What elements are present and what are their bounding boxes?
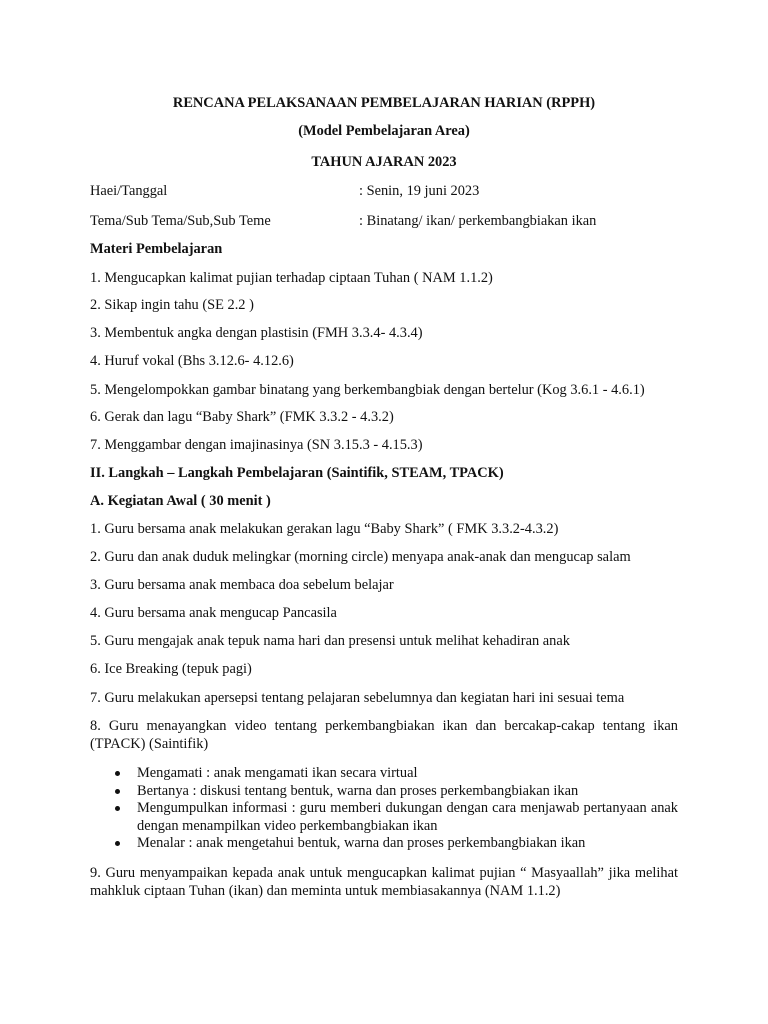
list-item (90, 783, 678, 801)
materi-item: 4. Huruf vokal (Bhs 3.12.6- 4.12.6) (90, 353, 294, 369)
materi-item: 5. Mengelompokkan gambar binatang yang berkembangbiak dengan bertelur (Kog 3.6.1 - 4.6.1) (90, 382, 645, 398)
materi-item: 6. Gerak dan lagu “Baby Shark” (FMK 3.3.2 - 4.3.2) (90, 409, 394, 425)
langkah-item-8: 8. Guru menayangkan video tentang perkembangbiakan ikan dan bercakap-cakap tentang ikan (TPACK) (Saintifik) (90, 718, 678, 752)
materi-item: 1. Mengucapkan kalimat pujian terhadap ciptaan Tuhan ( NAM 1.1.2) (90, 270, 493, 286)
bullet-icon (115, 806, 120, 811)
bullet-icon (115, 771, 120, 776)
document-year: TAHUN AJARAN 2023 (311, 154, 457, 170)
bullet-text: Bertanya : diskusi tentang bentuk, warna dan proses perkembangbiakan ikan (137, 782, 579, 799)
langkah-item: 3. Guru bersama anak membaca doa sebelum belajar (90, 577, 394, 593)
materi-item: 3. Membentuk angka dengan plastisin (FMH 3.3.4- 4.3.4) (90, 325, 423, 341)
saintifik-bullet-list (90, 765, 678, 853)
document-subtitle: (Model Pembelajaran Area) (298, 123, 470, 139)
info-value-date: : Senin, 19 juni 2023 (359, 183, 480, 199)
materi-item: 2. Sikap ingin tahu (SE 2.2 ) (90, 297, 254, 313)
langkah-item: 6. Ice Breaking (tepuk pagi) (90, 661, 252, 677)
langkah-item: 4. Guru bersama anak mengucap Pancasila (90, 605, 337, 621)
langkah-item: 2. Guru dan anak duduk melingkar (morning circle) menyapa anak-anak dan mengucap salam (90, 549, 631, 565)
bullet-text: Mengamati : anak mengamati ikan secara virtual (137, 765, 418, 781)
materi-heading: Materi Pembelajaran (90, 241, 223, 257)
bullet-icon (115, 841, 120, 846)
langkah-item: 7. Guru melakukan apersepsi tentang pelajaran sebelumnya dan kegiatan hari ini sesuai tema (90, 690, 625, 706)
list-item (90, 765, 678, 783)
kegiatan-awal-heading: A. Kegiatan Awal ( 30 menit ) (90, 493, 271, 509)
list-item (90, 835, 678, 853)
langkah-item: 5. Guru mengajak anak tepuk nama hari dan presensi untuk melihat kehadiran anak (90, 633, 570, 649)
langkah-item: 1. Guru bersama anak melakukan gerakan lagu “Baby Shark” ( FMK 3.3.2-4.3.2) (90, 521, 559, 537)
materi-item: 7. Menggambar dengan imajinasinya (SN 3.15.3 - 4.15.3) (90, 437, 423, 453)
info-label-date: Haei/Tanggal (90, 183, 168, 199)
document-title: RENCANA PELAKSANAAN PEMBELAJARAN HARIAN (RPPH) (172, 95, 596, 111)
info-label-theme: Tema/Sub Tema/Sub,Sub Teme (90, 213, 271, 229)
info-value-theme: : Binatang/ ikan/ perkembangbiakan ikan (359, 213, 597, 229)
bullet-text: Mengumpulkan informasi : guru memberi dukungan dengan cara menjawab pertanyaan anak dengan menampilkan video perkembangbiakan ikan (137, 800, 678, 834)
bullet-text: Menalar : anak mengetahui bentuk, warna dan proses perkembangbiakan ikan (137, 835, 586, 851)
langkah-heading: II. Langkah – Langkah Pembelajaran (Saintifik, STEAM, TPACK) (90, 465, 504, 481)
langkah-item-9: 9. Guru menyampaikan kepada anak untuk mengucapkan kalimat pujian “ Masyaallah” jika melihat mahkluk ciptaan Tuhan (ikan) dan meminta untuk membiasakannya (NAM 1.1.2) (90, 865, 678, 899)
list-item (90, 800, 678, 835)
bullet-icon (115, 789, 120, 794)
